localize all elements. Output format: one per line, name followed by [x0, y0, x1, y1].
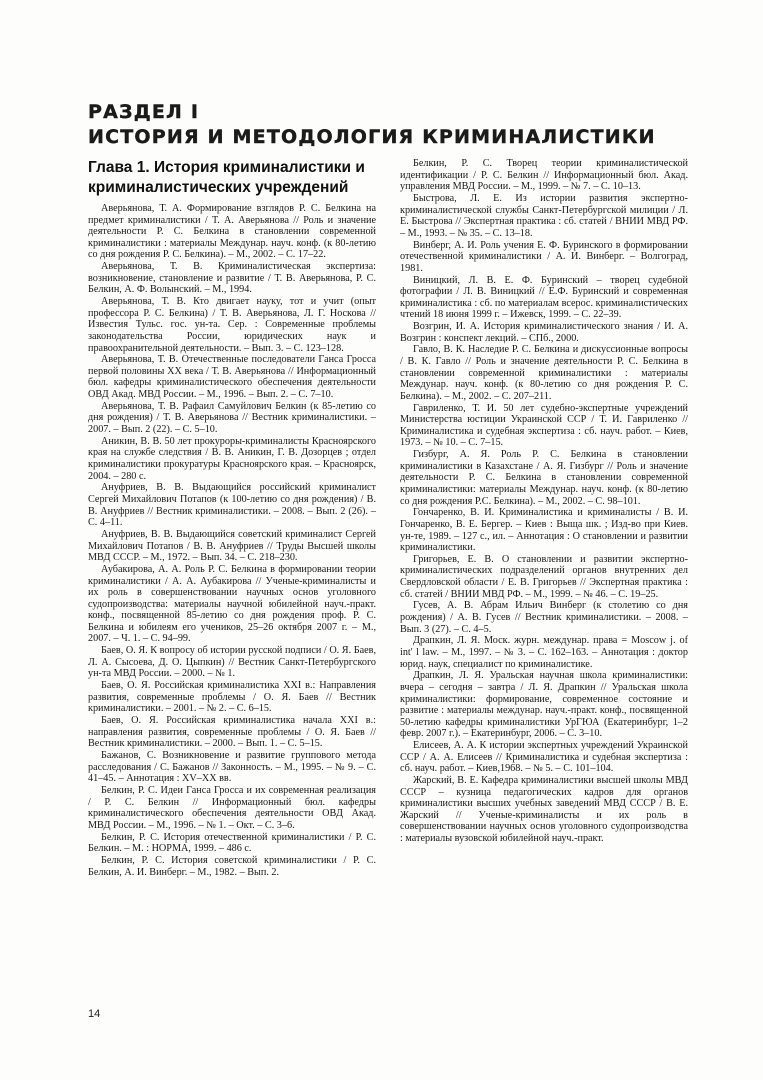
- bibliography-entry: Белкин, Р. С. История советской криминалистики / Р. С. Белкин, А. И. Винберг. – М., 1982. – Вып. 2.: [88, 855, 376, 878]
- bibliography-entry: Бажанов, С. Возникновение и развитие группового метода расследования / С. Бажанов // Законность. – М., 1995. – № 9. – С. 41–45. – Аннотация : XV–XX вв.: [88, 750, 376, 785]
- bibliography-entry: Аверьянова, Т. В. Кто двигает науку, тот и учит (опыт профессора Р. С. Белкина) / Т. В. Аверьянова, Л. Г. Носкова // Известия Тульс. гос. ун-та. Сер. : Современные проблемы законодательства России, юридических наук и правоохранительной деятельности. – Вып. 3. – С. 123–128.: [88, 296, 376, 354]
- bibliography-entry: Гусев, А. В. Абрам Ильич Винберг (к столетию со дня рождения) / А. В. Гусев // Вестник криминалистики. – 2008. – Вып. 3 (27). – С. 4–5.: [400, 600, 688, 635]
- section-heading: [88, 100, 688, 150]
- bibliography-entry: Жарский, В. Е. Кафедра криминалистики высшей школы МВД СССР – кузница педагогических кадров для органов криминалистики высших учебных заведений МВД СССР / В. Е. Жарский // Ученые-криминалисты и их роль в совершенствовании научных основ уголовного судопроизводства : материалы вузовской юбилейной науч.-практ.: [400, 775, 688, 845]
- section-heading-line-1: РАЗДЕЛ I: [88, 101, 200, 123]
- bibliography-entry: Баев, О. Я. Российская криминалистика XXI в.: Направления развития, современные проблемы / О. Я. Баев // Вестник криминалистики. – 2001. – № 2. – С. 6–15.: [88, 680, 376, 715]
- bibliography-entry: Драпкин, Л. Я. Уральская научная школа криминалистики: вчера – сегодня – завтра / Л. Я. Драпкин // Уральская школа криминалистики: формирование, современное состояние и развитие : материалы междунар. науч.-практ. конф., посвященной 50-летию кафедры криминалистики УрГЮА (Екатеринбург, 1–2 февр. 2007 г.). – Екатеринбург, 2006. – С. 3–10.: [400, 670, 688, 740]
- bibliography-entry: Белкин, Р. С. Творец теории криминалистической идентификации / Р. С. Белкин // Информационный бюл. Акад. управления МВД России. – М., 1999. – № 7. – С. 10–13.: [400, 158, 688, 193]
- bibliography-entry: Баев, О. Я. Российская криминалистика начала XXI в.: направления развития, современные проблемы / О. Я. Баев // Вестник криминалистики. – 2000. – Вып. 1. – С. 5–15.: [88, 715, 376, 750]
- bibliography-entry: Возгрин, И. А. История криминалистического знания / И. А. Возгрин : конспект лекций. – СПб., 2000.: [400, 321, 688, 344]
- bibliography-entry: Аубакирова, А. А. Роль Р. С. Белкина в формировании теории криминалистики / А. А. Аубакирова // Ученые-криминалисты и их роль в совершенствовании научных основ уголовного судопроизводства: материалы научной юбилейной науч.-практ. конф., посвященной 85-летию со дня рождения проф. Р. С. Белкина и юбилеям его учеников, 25–26 октября 2007 г. – М., 2007. – Ч. 1. – С. 94–99.: [88, 563, 376, 645]
- bibliography-entry: Белкин, Р. С. История отечественной криминалистики / Р. С. Белкин. – М. : НОРМА, 1999. – 486 с.: [88, 831, 376, 855]
- bibliography-entry: Гончаренко, В. И. Криминалистика и криминалисты / В. И. Гончаренко, В. Е. Бергер. – Киев : Выща шк. ; Изд-во при Киев. ун-те, 1989. – 127 с., ил. – Аннотация : О становлении и развитии криминалистики.: [400, 507, 688, 554]
- bibliography-entry: Баев, О. Я. К вопросу об истории русской подписи / О. Я. Баев, Л. А. Сысоева, Д. О. Цыпкин) // Вестник Санкт-Петербургского ун-та МВД России. – 2000. – № 1.: [88, 645, 376, 680]
- bibliography-entry: Елисеев, А. А. К истории экспертных учреждений Украинской ССР / А. А. Елисеев // Криминалистика и судебная экспертиза : сб. науч. работ. – Киев,1968. – № 5. – С. 101–104.: [400, 740, 688, 775]
- bibliography-entry: Ануфриев, В. В. Выдающийся российский криминалист Сергей Михайлович Потапов (к 100-летию со дня рождения) / В. В. Ануфриев // Вестник криминалистики. – 2008. – Вып. 2 (26). – С. 4–11.: [88, 482, 376, 529]
- bibliography-entry: Винберг, А. И. Роль учения Е. Ф. Буринского в формировании отечественной криминалистики / А. И. Винберг. – Волгоград, 1981.: [400, 239, 688, 274]
- bibliography-entry: Виницкий, Л. В. Е. Ф. Буринский – творец судебной фотографии / Л. В. Виницкий // Е.Ф. Буринский и современная криминалистика : сб. по материалам всерос. криминалистических чтений 18 июня 1999 г. – Ижевск, 1999. – С. 22–39.: [400, 274, 688, 321]
- page-number: 14: [88, 1008, 101, 1020]
- bibliography-entry: Аверьянова, Т. В. Отечественные последователи Ганса Гросса первой половины XX века / Т. В. Аверьянова // Информационный бюл. кафедры криминалистического обеспечения деятельности ОВД Акад. МВД России. – М., 1996. – Вып. 2. – С. 7–10.: [88, 354, 376, 401]
- bibliography-entry: Белкин, Р. С. Идеи Ганса Гросса и их современная реализация / Р. С. Белкин // Информационный бюл. кафедры криминалистического обеспечения деятельности ОВД Акад. МВД России. – М., 1996. – № 1. – Окт. – С. 3–6.: [88, 785, 376, 831]
- bibliography-entry: Быстрова, Л. Е. Из истории развития экспертно-криминалистической службы Санкт-Петербургской милиции / Л. Е. Быстрова // Экспертная практика : сб. статей / ВНИИ МВД РФ. – М., 1993. – № 35. – С. 13–18.: [400, 192, 688, 239]
- bibliography-entry: Ануфриев, В. В. Выдающийся советский криминалист Сергей Михайлович Потапов / В. В. Ануфриев // Труды Высшей школы МВД СССР. – М., 1972. – Вып. 34. – С. 218–230.: [88, 528, 376, 564]
- bibliography-entry: Аверьянова, Т. В. Рафаил Самуйлович Белкин (к 85-летию со дня рождения) / Т. В. Аверьянова // Вестник криминалистики. – 2007. – Вып. 2 (22). – С. 5–10.: [88, 400, 376, 436]
- bibliography-entry: Аникин, В. В. 50 лет прокуроры-криминалисты Красноярского края на службе следствия / В. В. Аникин, Г. В. Дозорцев ; отдел криминалистики прокуратуры Красноярского края. – Красноярск, 2004. – 280 с.: [88, 435, 376, 482]
- bibliography-entry: Гавриленко, Т. И. 50 лет судебно-экспертные учреждений Министерства юстиции Украинской ССР / Т. И. Гавриленко // Криминалистика и судебная экспертиза : сб. науч. работ. – Киев, 1973. – № 10. – С. 7–15.: [400, 402, 688, 449]
- bibliography-entry: Гавло, В. К. Наследие Р. С. Белкина и дискуссионные вопросы / В. К. Гавло // Роль и значение деятельности Р. С. Белкина в становлении современной криминалистики : материалы Междунар. науч. конф. (к 80-летию со дня рождения Р. С. Белкина). – М., 2002. – С. 207–211.: [400, 344, 688, 402]
- bibliography-column-left: [88, 203, 376, 878]
- bibliography-entry: Аверьянова, Т. А. Формирование взглядов Р. С. Белкина на предмет криминалистики / Т. А. Аверьянова // Роль и значение деятельности Р. С. Белкина в становлении современной криминалистики : материалы Междунар. науч. конф. (к 80-летию со дня рождения Р. С. Белкина). – М., 2002. – С. 17–22.: [88, 203, 376, 261]
- section-heading-line-2: ИСТОРИЯ И МЕТОДОЛОГИЯ КРИМИНАЛИСТИКИ: [88, 126, 656, 148]
- bibliography-entry: Гизбург, А. Я. Роль Р. С. Белкина в становлении криминалистики в Казахстане / А. Я. Гизбург // Роль и значение деятельности Р. С. Белкина в становлении современной криминалистики: материалы Междунар. науч. конф. (к 80-летию со дня рождения Р.С. Белкина). – М., 2002. – С. 98–101.: [400, 449, 688, 507]
- bibliography-entry: Аверьянова, Т. В. Криминалистическая экспертиза: возникновение, становление и развитие / Т. В. Аверьянова, Р. С. Белкин, А. Ф. Волынский. – М., 1994.: [88, 261, 376, 296]
- bibliography-column-right: [400, 158, 688, 845]
- chapter-title: Глава 1. История криминалистики и криминалистических учреждений: [88, 159, 365, 196]
- bibliography-entry: Драпкин, Л. Я. Моск. журн. междунар. права = Moscow j. of int' l law. – М., 1997. – № 3. – С. 162–163. – Аннотация : доктор юрид. наук, специалист по криминалистике.: [400, 635, 688, 670]
- bibliography-entry: Григорьев, Е. В. О становлении и развитии экспертно-криминалистических подразделений органов внутренних дел Свердловской области / Е. В. Григорьев // Экспертная практика : сб. статей / ВНИИ МВД РФ. – М., 1999. – № 46. – С. 19–25.: [400, 553, 688, 600]
